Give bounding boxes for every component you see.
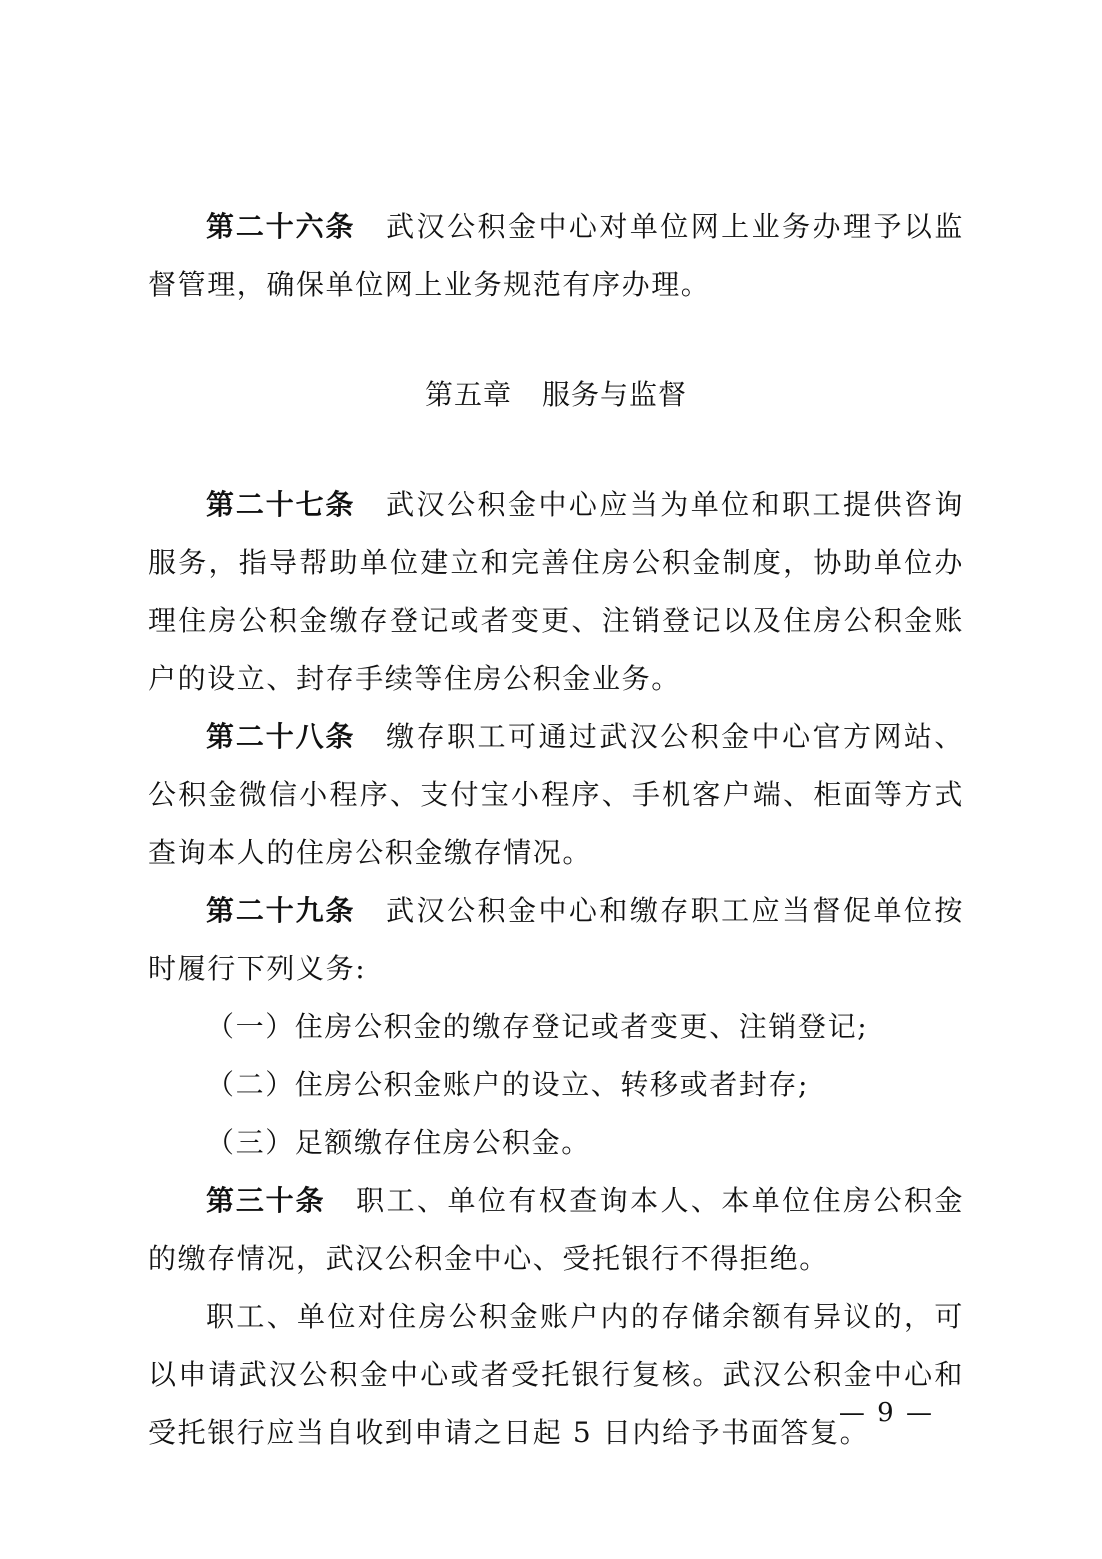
article-29-item-3: （三）足额缴存住房公积金。 bbox=[206, 1126, 591, 1159]
article-29-label: 第二十九条 bbox=[206, 894, 356, 927]
page-number: — 9 — bbox=[838, 1398, 934, 1428]
article-29 bbox=[148, 882, 964, 998]
article-29-text: 武汉公积金中心和缴存职工应当督促单位按时履行下列义务: bbox=[148, 894, 964, 985]
article-27 bbox=[148, 476, 964, 708]
article-30-text: 职工、单位有权查询本人、本单位住房公积金的缴存情况，武汉公积金中心、受托银行不得拒绝。 bbox=[148, 1184, 964, 1275]
chapter-number: 第五章 bbox=[424, 378, 512, 411]
article-28-label: 第二十八条 bbox=[206, 720, 356, 753]
article-30-paragraph-2: 职工、单位对住房公积金账户内的存储余额有异议的，可以申请武汉公积金中心或者受托银行复核。武汉公积金中心和受托银行应当自收到申请之日起 5 日内给予书面答复。 bbox=[148, 1300, 964, 1449]
article-27-text: 武汉公积金中心应当为单位和职工提供咨询服务，指导帮助单位建立和完善住房公积金制度，协助单位办理住房公积金缴存登记或者变更、注销登记以及住房公积金账户的设立、封存手续等住房公积金业务。 bbox=[148, 488, 964, 695]
document-body bbox=[148, 198, 964, 1462]
article-27-label: 第二十七条 bbox=[206, 488, 356, 521]
article-29-item-2: （二）住房公积金账户的设立、转移或者封存; bbox=[206, 1068, 810, 1101]
article-30-label: 第三十条 bbox=[206, 1184, 326, 1217]
article-26-text: 武汉公积金中心对单位网上业务办理予以监督管理，确保单位网上业务规范有序办理。 bbox=[148, 210, 964, 301]
article-29-item-1: （一）住房公积金的缴存登记或者变更、注销登记; bbox=[206, 1010, 869, 1043]
chapter-heading bbox=[148, 366, 964, 424]
article-28-text: 缴存职工可通过武汉公积金中心官方网站、公积金微信小程序、支付宝小程序、手机客户端、柜面等方式查询本人的住房公积金缴存情况。 bbox=[148, 720, 964, 869]
article-28 bbox=[148, 708, 964, 882]
article-26-label: 第二十六条 bbox=[206, 210, 356, 243]
chapter-title: 服务与监督 bbox=[542, 378, 688, 411]
article-30 bbox=[148, 1172, 964, 1288]
article-26 bbox=[148, 198, 964, 314]
